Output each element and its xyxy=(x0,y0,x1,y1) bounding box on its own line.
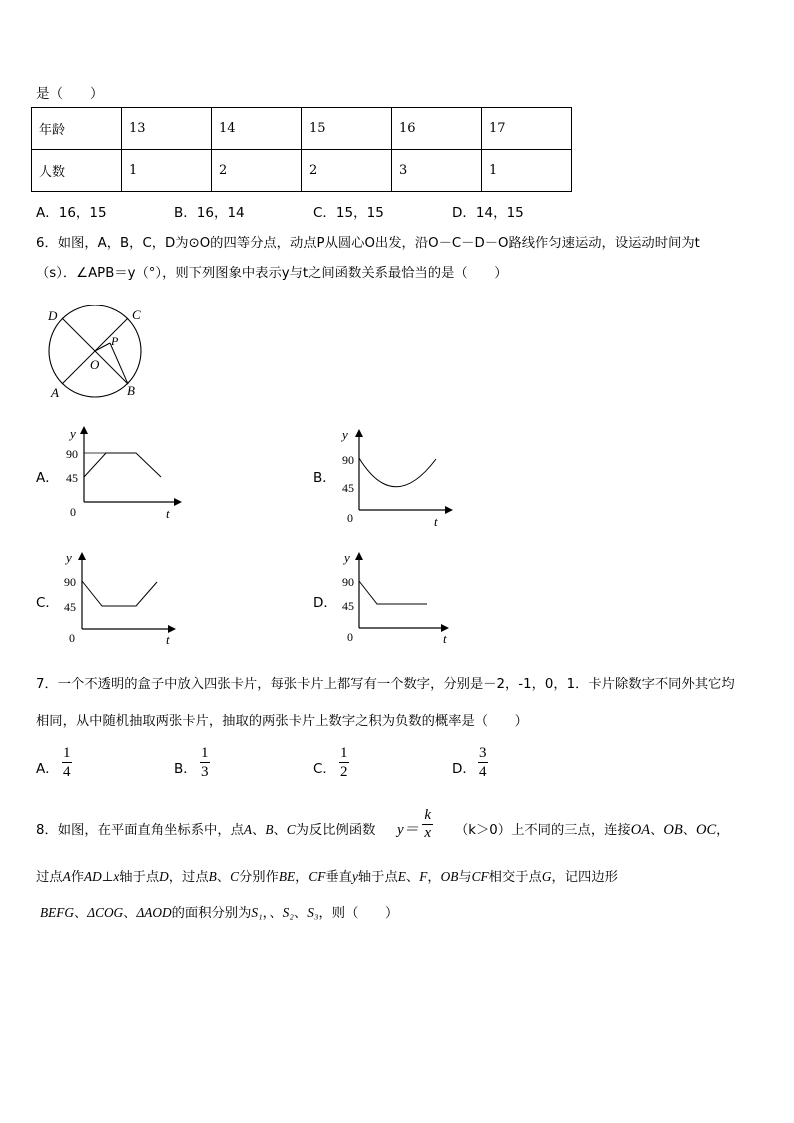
q8-text: 过点 xyxy=(36,870,63,885)
graph-c-45: 45 xyxy=(64,600,76,614)
segment-ob: OB xyxy=(663,822,683,838)
fraction-numerator: 3 xyxy=(479,745,487,761)
q6-option-b-letter[interactable]: B． xyxy=(313,470,336,486)
segment-oa: OA xyxy=(630,822,651,838)
point-c: C xyxy=(230,869,239,884)
q8-text: ， xyxy=(295,870,309,885)
q7-option-c-fraction[interactable] xyxy=(339,744,349,781)
label-b: B xyxy=(127,383,135,398)
point-b: B xyxy=(265,822,274,837)
q8-line2 xyxy=(36,866,618,885)
q8-text: ，则（ ） xyxy=(318,906,399,921)
table-cell: 13 xyxy=(122,108,212,150)
table-cell: 17 xyxy=(482,108,572,150)
graph-a-45: 45 xyxy=(66,471,78,485)
q8-line3 xyxy=(40,902,398,921)
graph-b xyxy=(339,425,469,530)
table-cell: 16 xyxy=(392,108,482,150)
table-cell: 14 xyxy=(212,108,302,150)
table-cell: 年龄 xyxy=(32,108,122,150)
fraction-numerator: 1 xyxy=(340,745,348,761)
q8-line1 xyxy=(36,819,375,838)
graph-c-90: 90 xyxy=(64,575,76,589)
x-axis-symbol: x xyxy=(113,869,120,884)
fraction-numerator: 1 xyxy=(63,745,71,761)
point-g: G xyxy=(541,869,552,884)
function-fraction xyxy=(422,807,433,842)
graph-b-y-label: y xyxy=(342,427,348,442)
graph-c-zero: 0 xyxy=(69,631,75,645)
q8-text: 上不同的三点，连接 xyxy=(511,823,631,838)
triangle-cog: ΔCOG xyxy=(87,905,124,920)
q8-text: 、 xyxy=(273,823,287,838)
segment-cf: CF xyxy=(471,869,489,884)
table-cell: 1 xyxy=(122,150,212,192)
perp-symbol: ⊥ xyxy=(101,870,114,885)
triangle-aod: ΔAOD xyxy=(136,905,172,920)
label-c: C xyxy=(132,307,141,322)
fraction-denominator: 2 xyxy=(340,764,348,780)
fraction-denominator: 3 xyxy=(201,764,209,780)
q5-option-a[interactable]: A．16，15 xyxy=(36,205,107,221)
point-a: A xyxy=(62,869,71,884)
table-cell: 2 xyxy=(212,150,302,192)
graph-d-t-label: t xyxy=(443,631,447,646)
y-axis-symbol: y xyxy=(351,869,358,884)
circle-figure xyxy=(44,305,154,400)
q8-text: 作 xyxy=(70,870,85,885)
graph-d-zero: 0 xyxy=(347,630,353,644)
q6-option-a-letter[interactable]: A． xyxy=(36,470,59,486)
q8-text: 轴于点 xyxy=(119,870,160,885)
age-table xyxy=(31,107,572,192)
table-row xyxy=(32,108,572,150)
q8-text: ， xyxy=(716,823,730,838)
q8-text: 、 xyxy=(123,906,137,921)
table-cell: 15 xyxy=(302,108,392,150)
graph-d xyxy=(339,548,469,648)
q5-option-c[interactable]: C．15，15 xyxy=(313,205,384,221)
q8-text: 与 xyxy=(458,870,472,885)
point-c: C xyxy=(286,822,296,837)
q8-text: 相交于点 xyxy=(488,870,542,885)
graph-a-t-label: t xyxy=(166,506,170,521)
fraction-denominator: x xyxy=(424,825,432,841)
point-f: F xyxy=(419,869,428,884)
graph-b-45: 45 xyxy=(342,481,354,495)
q6-stem-line1: 6．如图，A，B，C，D为⊙O的四等分点，动点P从圆心O出发，沿O－C－D－O路线作匀速运动，设运动时间为t xyxy=(36,236,700,251)
q8-text: 、 xyxy=(73,906,88,921)
q8-condition: （k＞0） xyxy=(455,823,512,838)
q8-text: 、 xyxy=(293,906,308,921)
q8-text: 、 xyxy=(682,823,697,838)
fraction-numerator: 1 xyxy=(201,745,209,761)
table-cell: 1 xyxy=(482,150,572,192)
graph-a-zero: 0 xyxy=(70,505,76,519)
q8-text: ，记四边形 xyxy=(551,870,618,885)
q8-text: ， xyxy=(427,870,441,885)
q7-option-a-letter[interactable]: A． xyxy=(36,761,59,777)
q7-option-d-letter[interactable]: D． xyxy=(452,761,476,777)
q5-option-d[interactable]: D．14，15 xyxy=(452,205,524,221)
fraction-numerator: k xyxy=(424,807,432,823)
table-cell: 人数 xyxy=(32,150,122,192)
q8-text: 为反比例函数 xyxy=(295,823,376,838)
q8-text: 、 xyxy=(216,870,231,885)
segment-oc: OC xyxy=(696,822,717,838)
q8-text: 8．如图，在平面直角坐标系中，点 xyxy=(36,823,244,838)
q8-text: 、 xyxy=(269,906,283,921)
q7-stem-line2: 相同，从中随机抽取两张卡片，抽取的两张卡片上数字之积为负数的概率是（ ） xyxy=(36,714,528,729)
q7-option-b-fraction[interactable] xyxy=(200,744,210,781)
q8-line1-cont xyxy=(455,819,729,839)
graph-d-45: 45 xyxy=(342,599,354,613)
graph-b-zero: 0 xyxy=(347,511,353,525)
q7-option-b-letter[interactable]: B． xyxy=(174,761,197,777)
q7-option-d-fraction[interactable] xyxy=(478,744,488,781)
segment-be: BE xyxy=(278,869,296,884)
area-s1: S₁ xyxy=(251,905,263,920)
q8-text: 分别作 xyxy=(238,870,279,885)
q6-stem-line2: （s）．∠APB＝y（°），则下列图象中表示y与t之间函数关系最恰当的是（ ） xyxy=(36,266,508,281)
q8-function xyxy=(397,807,433,842)
segment-ob: OB xyxy=(440,869,459,884)
fraction-denominator: 4 xyxy=(479,764,487,780)
table-cell: 3 xyxy=(392,150,482,192)
graph-c-y-label: y xyxy=(66,550,72,565)
q8-text: 、 xyxy=(650,823,664,838)
point-e: E xyxy=(397,869,406,884)
q6-option-c-letter[interactable]: C． xyxy=(36,595,59,611)
q8-text: ， xyxy=(262,906,270,921)
q8-text: ，过点 xyxy=(168,870,209,885)
label-o: O xyxy=(90,357,100,372)
q5-option-b[interactable]: B．16，14 xyxy=(174,205,245,221)
segment-ad: AD xyxy=(84,869,102,884)
q6-option-d-letter[interactable]: D． xyxy=(313,595,337,611)
area-s3: S₃ xyxy=(307,905,319,920)
q8-text: 垂直 xyxy=(325,870,352,885)
table-row xyxy=(32,150,572,192)
label-p: P xyxy=(111,334,119,348)
point-a: A xyxy=(243,822,253,837)
q7-stem-line1: 7．一个不透明的盒子中放入四张卡片，每张卡片上都写有一个数字，分别是－2，-1，0，1．卡片除数字不同外其它均 xyxy=(36,677,735,692)
q8-text: 、 xyxy=(405,870,420,885)
table-cell: 2 xyxy=(302,150,392,192)
graph-d-y-label: y xyxy=(344,550,350,565)
label-a: A xyxy=(51,385,59,400)
q8-text: 、 xyxy=(252,823,266,838)
graph-a-90: 90 xyxy=(66,447,78,461)
graph-b-90: 90 xyxy=(342,453,354,467)
graph-a-y-label: y xyxy=(70,426,76,441)
q7-option-c-letter[interactable]: C． xyxy=(313,761,336,777)
fraction-denominator: 4 xyxy=(63,764,71,780)
point-b: B xyxy=(208,869,217,884)
segment-cf: CF xyxy=(308,869,326,884)
graph-d-90: 90 xyxy=(342,575,354,589)
q8-text: 的面积分别为 xyxy=(171,906,252,921)
graph-c-t-label: t xyxy=(166,632,170,647)
function-lhs: y＝ xyxy=(397,822,419,838)
graph-b-t-label: t xyxy=(434,514,438,529)
quad-befg: BEFG xyxy=(40,905,74,920)
q7-option-a-fraction[interactable] xyxy=(62,744,72,781)
graph-c xyxy=(62,548,192,648)
q5-stem-tail: 是（ ） xyxy=(36,86,104,102)
graph-a xyxy=(62,424,192,524)
area-s2: S₂ xyxy=(282,905,294,920)
label-d: D xyxy=(48,308,58,323)
point-d: D xyxy=(159,869,169,884)
q8-text: 轴于点 xyxy=(357,870,398,885)
